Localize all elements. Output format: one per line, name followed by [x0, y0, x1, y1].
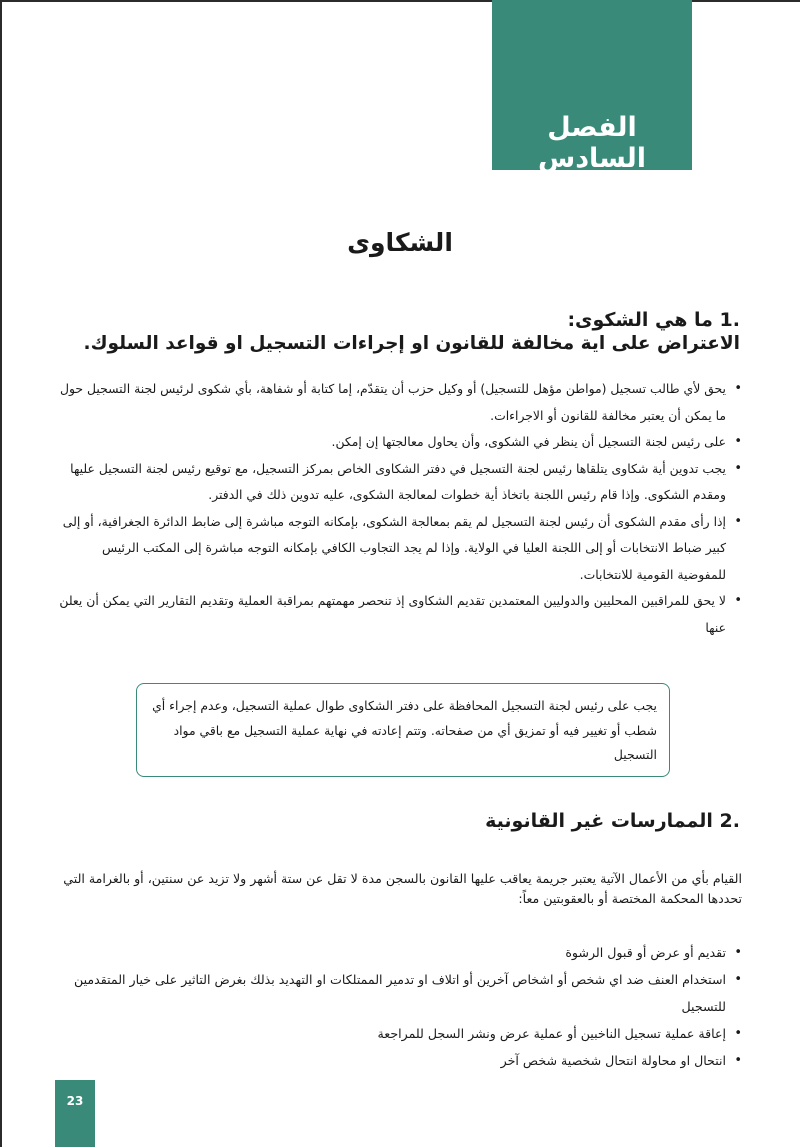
note-box: [136, 683, 670, 777]
note-text: يجب على رئيس لجنة التسجيل المحافظة على دفتر الشكاوى طوال عملية التسجيل، وعدم إجراء أي شطب أو تغيير فيه أو تمزيق أي من صفحاته. وتتم إعادته في نهاية عملية التسجيل مع باقي مواد التسجيل: [152, 698, 657, 762]
list-item: • لا يحق للمراقبين المحليين والدوليين المعتمدين تقديم الشكاوى إذ تنحصر مهمتهم بمراقبة العملية وتقديم التقارير التي يمكن أن يعلن عنها: [50, 588, 742, 641]
section1-heading-block: [40, 308, 740, 356]
list-item: • انتحال او محاولة انتحال شخصية شخص آخر: [62, 1047, 742, 1074]
list-item: • استخدام العنف ضد اي شخص أو اشخاص آخرين أو اتلاف او تدمير الممتلكات او التهديد بذلك بغرض التاثير على خيار المتقدمين للتسجيل: [62, 966, 742, 1020]
section1-heading: .1 ما هي الشكوى:: [567, 309, 740, 331]
list-item: • إذا رأى مقدم الشكوى أن رئيس لجنة التسجيل لم يقم بمعالجة الشكوى، بإمكانه التوجه مباشرة إلى ضابط الدائرة الجغرافية، أو إلى كبير ضباط الانتخابات أو إلى اللجنة العليا في الولاية. وإذا لم يجد التجاوب الكافي بإمكانه التوجه مباشرة إلى المكتب الرئيس للمفوضية القومية للانتخابات.: [50, 509, 742, 589]
list-item: • يجب تدوين أية شكاوى يتلقاها رئيس لجنة التسجيل في دفتر الشكاوى الخاص بمركز التسجيل، مع توقيع رئيس لجنة التسجيل عليها ومقدم الشكوى. وإذا قام رئيس اللجنة باتخاذ أية خطوات لمعالجة الشكوى، عليه تدوين ذلك في الدفتر.: [50, 456, 742, 509]
list-item: • على رئيس لجنة التسجيل أن ينظر في الشكوى، وأن يحاول معالجتها إن إمكن.: [50, 429, 742, 456]
section2-bullet-list: [62, 939, 742, 1074]
section2-intro: القيام بأي من الأعمال الآتية يعتبر جريمة يعاقب عليها القانون بالسجن مدة لا تقل عن ستة أشهر ولا تزيد عن سنتين، أو بالغرامة التي تحددها المحكمة المختصة أو بالعقوبتين معاً:: [63, 871, 742, 906]
page-title: الشكاوى: [347, 228, 453, 257]
section1-subheading: الاعتراض على اية مخالفة للقانون او إجراءات التسجيل او قواعد السلوك.: [83, 333, 740, 354]
list-item: • تقديم أو عرض أو قبول الرشوة: [62, 939, 742, 966]
section1-bullet-list: [50, 376, 742, 641]
list-item: • إعاقة عملية تسجيل الناخبين أو عملية عرض ونشر السجل للمراجعة: [62, 1020, 742, 1047]
page-number: 23: [66, 1094, 84, 1108]
chapter-banner: [492, 0, 692, 174]
page-number-tab: [55, 1080, 95, 1147]
chapter-title: الفصل السادس: [537, 112, 647, 174]
list-item: • يحق لأي طالب تسجيل (مواطن مؤهل للتسجيل) أو وكيل حزب أن يتقدّم، إما كتابة أو شفاهة، بأي شكوى لرئيس لجنة التسجيل حول ما يمكن أن يعتبر مخالفة للقانون أو الاجراءات.: [50, 376, 742, 429]
section2-heading: .2 الممارسات غير القانونية: [485, 810, 740, 832]
page-border-left: [0, 0, 2, 1147]
